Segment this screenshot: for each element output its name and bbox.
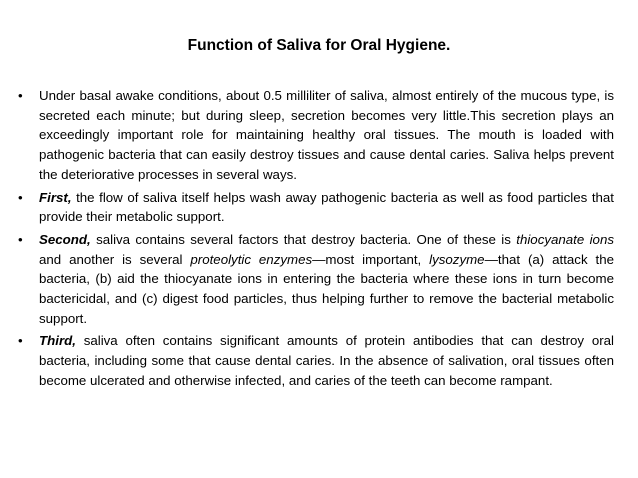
bullet-item [18,86,614,185]
bullet-list [18,86,614,394]
bullet-lead: First, [39,189,72,205]
bullet-text: saliva often contains significant amounts of protein antibodies that can destroy oral bacteria, including some that cause dental caries. In the absence of salivation, oral tissues often become ulcerated and otherwise infected, and caries of the teeth can become rampant. [39,333,614,388]
bullet-lead: Third, [39,333,76,349]
bullet-dot-icon: • [18,189,23,205]
bullet-item [18,230,614,329]
bullet-dot-icon: • [18,88,23,103]
bullet-lead: Second, [39,231,91,247]
bullet-dot-icon: • [18,231,23,247]
bullet-text: Under basal awake conditions, about 0.5 milliliter of saliva, almost entirely of the mucous type, is secreted each minute; but during sleep, secretion becomes very little.This secretion plays an exceedingly important role for maintaining healthy oral tissues. The mouth is loaded with pathogenic bacteria that can easily destroy tissues and cause dental caries. Saliva helps prevent the deteriorative processes in several ways. [39,88,614,182]
emphasis-term: lysozyme [429,251,485,267]
bullet-item [18,188,614,227]
emphasis-term: thiocyanate ions [516,231,614,247]
bullet-text-segment: —that (a) attack the bacteria, (b) aid the thiocyanate ions in entering the bacteria where these ions in turn become bactericidal, and (c) digest food particles, thus helping further to remove the bacterial metabolic support. [39,251,614,326]
emphasis-term: proteolytic enzymes [190,251,313,267]
bullet-item [18,331,614,390]
bullet-text: the flow of saliva itself helps wash away pathogenic bacteria as well as food particles that provide their metabolic support. [39,189,614,225]
bullet-text-segment: —most important, [312,251,430,267]
bullet-dot-icon: • [18,333,23,349]
bullet-text-segment: saliva contains several factors that destroy bacteria. One of these is [90,231,517,247]
bullet-text-segment: and another is several [39,251,191,267]
slide-title: Function of Saliva for Oral Hygiene. [187,37,451,54]
